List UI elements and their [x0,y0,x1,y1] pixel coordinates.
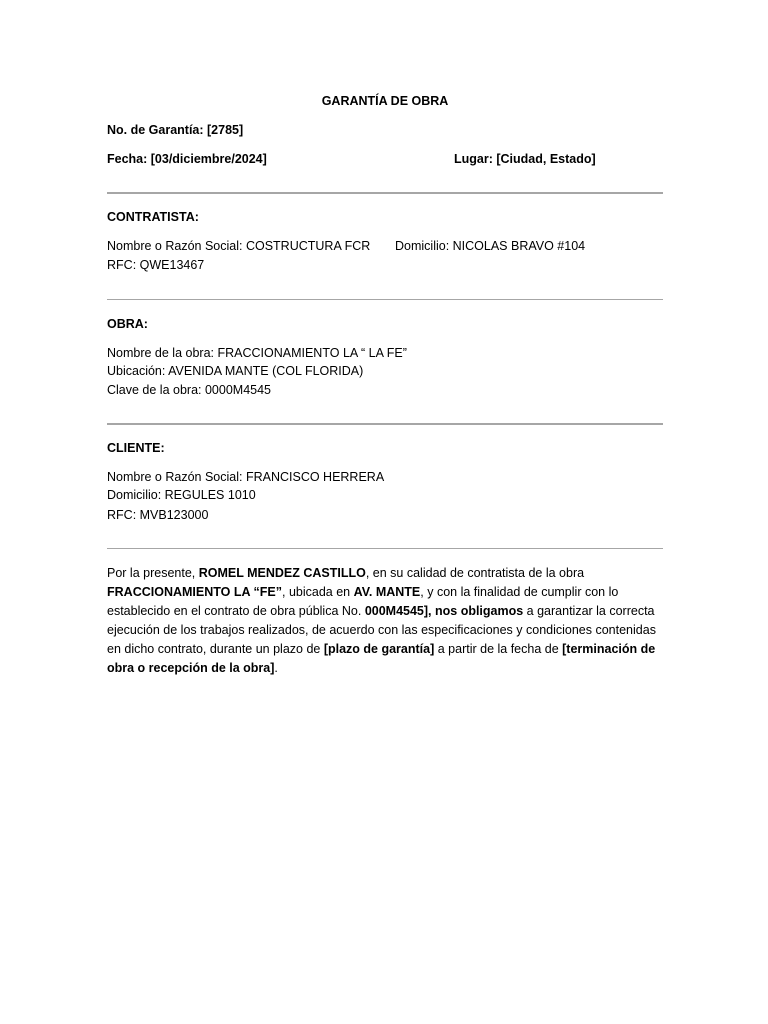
client-rfc: RFC: MVB123000 [107,508,209,522]
work-location: Ubicación: AVENIDA MANTE (COL FLORIDA) [107,364,364,378]
guarantee-number: No. de Garantía: [2785] [107,123,244,137]
section-divider [107,548,663,549]
work-heading: OBRA: [107,317,148,331]
statement-text: a partir de la fecha de [434,642,563,656]
document-title: GARANTÍA DE OBRA [321,94,449,108]
section-divider [107,299,663,300]
contractor-heading: CONTRATISTA: [107,210,199,224]
guarantee-date: Fecha: [03/diciembre/2024] [107,152,267,166]
work-name: Nombre de la obra: FRACCIONAMIENTO LA “ LA FE” [107,346,407,360]
guarantee-place: Lugar: [Ciudad, Estado] [454,152,596,166]
statement-text: Por la presente, [107,566,199,580]
client-heading: CLIENTE: [107,441,165,455]
statement-bold: FRACCIONAMIENTO LA “FE” [107,585,282,599]
statement-bold: AV. MANTE [353,585,421,599]
statement-text: . [274,661,278,675]
statement-text: , ubicada en [282,585,354,599]
guarantee-statement [107,564,663,678]
work-key: Clave de la obra: 0000M4545 [107,383,272,397]
client-address: Domicilio: REGULES 1010 [107,488,256,502]
statement-bold: ROMEL MENDEZ CASTILLO [198,566,366,580]
contractor-address: Domicilio: NICOLAS BRAVO #104 [395,239,586,253]
contractor-name: Nombre o Razón Social: COSTRUCTURA FCR [107,239,371,253]
section-divider [107,192,663,194]
statement-text: a garantizar la correcta ejecución de los trabajos realizados, de acuerdo con las especificaciones y condiciones contenidas en dicho contrato, durante un plazo de [107,604,656,656]
section-divider [107,423,663,425]
statement-text: , en su calidad de contratista de la obra [365,566,585,580]
client-name: Nombre o Razón Social: FRANCISCO HERRERA [107,470,385,484]
statement-bold: 000M4545], nos obligamos [364,604,524,618]
statement-text: , y con la finalidad de cumplir con lo establecido en el contrato de obra pública No. [107,585,619,618]
statement-bold: [plazo de garantía] [323,642,435,656]
statement-bold: [terminación de obra o recepción de la obra] [107,642,656,675]
contractor-rfc: RFC: QWE13467 [107,258,205,272]
